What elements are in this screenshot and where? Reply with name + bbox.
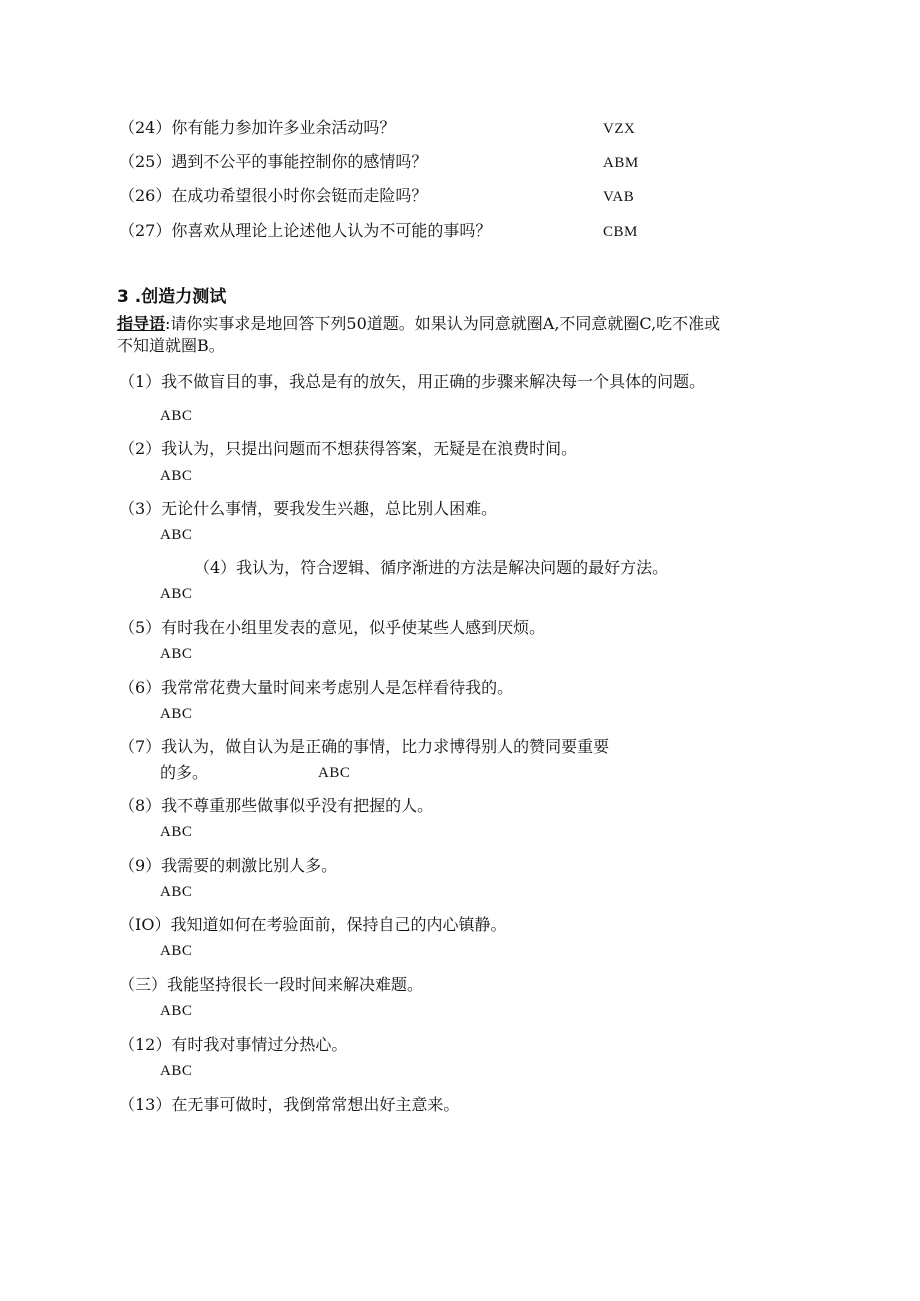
answer-options: ABC bbox=[160, 646, 193, 662]
answer-options: CBM bbox=[603, 224, 638, 239]
answer-options: ABC bbox=[160, 1063, 193, 1079]
answer-options: ABC bbox=[160, 706, 193, 722]
question-text: （1）我不做盲目的事，我总是有的放矢，用正确的步骤来解决每一个具体的问题。 bbox=[119, 372, 706, 391]
question-text: （三）我能坚持很长一段时间来解决难题。 bbox=[119, 975, 424, 994]
answer-options: ABM bbox=[603, 155, 639, 171]
question-text: （7）我认为，做自认为是正确的事情，比力求博得别人的赞同要重要 bbox=[119, 737, 610, 756]
question-text: （25）遇到不公平的事能控制你的感情吗？ bbox=[119, 152, 428, 171]
answer-options: VZX bbox=[603, 121, 636, 137]
instruction-text: :请你实事求是地回答下列50道题。如果认为同意就圈A,不同意就圈C,吃不准或 bbox=[165, 314, 721, 333]
question-text: （8）我不尊重那些做事似乎没有把握的人。 bbox=[119, 796, 434, 815]
question-text: （2）我认为，只提出问题而不想获得答案，无疑是在浪费时间。 bbox=[119, 439, 578, 458]
section-heading: 3 .创造力测试 bbox=[117, 287, 227, 307]
answer-options: ABC bbox=[160, 527, 193, 543]
question-text: （24）你有能力参加许多业余活动吗？ bbox=[119, 118, 396, 137]
answer-options: ABC bbox=[160, 408, 193, 424]
question-text: （26）在成功希望很小时你会铤而走险吗？ bbox=[119, 186, 428, 205]
answer-options: ABC bbox=[160, 586, 193, 602]
answer-options: VAB bbox=[603, 189, 635, 205]
question-text: （9）我需要的刺激比别人多。 bbox=[119, 856, 338, 875]
answer-options: ABC bbox=[160, 824, 193, 840]
answer-options: ABC bbox=[160, 468, 193, 484]
answer-options: ABC bbox=[160, 1003, 193, 1019]
question-text: （12）有时我对事情过分热心。 bbox=[119, 1035, 348, 1054]
question-text: （5）有时我在小组里发表的意见，似乎使某些人感到厌烦。 bbox=[119, 618, 546, 637]
question-text: （3）无论什么事情，要我发生兴趣，总比别人困难。 bbox=[119, 499, 498, 518]
question-text-continued: 的多。 bbox=[160, 763, 209, 782]
instruction bbox=[117, 313, 720, 335]
question-text: （4）我认为，符合逻辑、循序渐进的方法是解决问题的最好方法。 bbox=[194, 558, 669, 577]
question-text: （IO）我知道如何在考验面前，保持自己的内心镇静。 bbox=[119, 915, 507, 934]
question-text: （27）你喜欢从理论上论述他人认为不可能的事吗？ bbox=[119, 221, 492, 240]
instruction-label: 指导语 bbox=[117, 314, 166, 333]
instruction-continued: 不知道就圈B。 bbox=[117, 336, 225, 355]
question-text: （6）我常常花费大量时间来考虑别人是怎样看待我的。 bbox=[119, 678, 514, 697]
question-text: （13）在无事可做时，我倒常常想出好主意来。 bbox=[119, 1095, 460, 1114]
answer-options: ABC bbox=[160, 884, 193, 900]
answer-options: ABC bbox=[160, 943, 193, 959]
answer-options: ABC bbox=[318, 765, 351, 781]
